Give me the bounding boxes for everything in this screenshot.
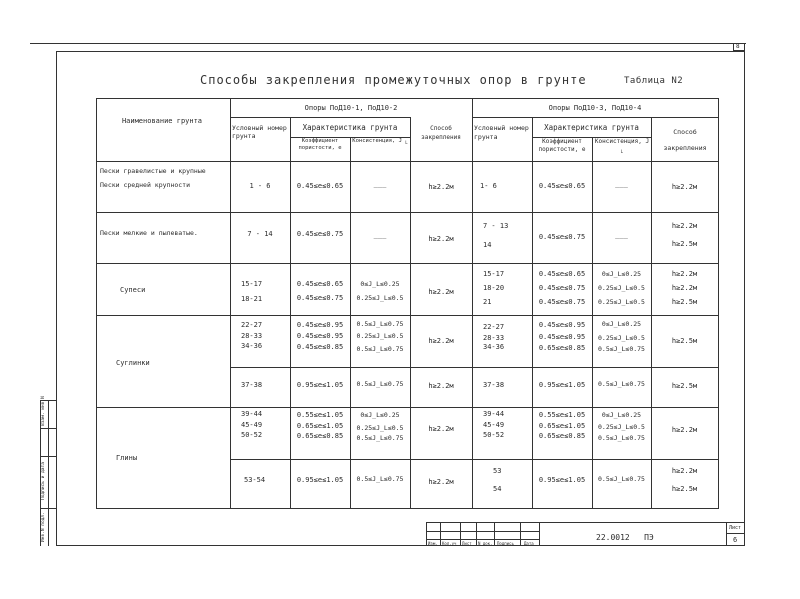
header-cond-no-2: Условный номер грунта (474, 124, 529, 141)
table-cell: 0.25≤J_L≤0.5 (598, 298, 645, 306)
table-cell: h≥2.5м (671, 485, 698, 493)
header-consistency-1: Консистенция, J $_L$ (352, 138, 408, 146)
table-cell: 0.45≤е≤0.75 (538, 284, 586, 292)
table-cell: 0.45≤е≤0.85 (296, 343, 344, 351)
table-cell: 50-52 (241, 431, 263, 439)
table-cell: 18-20 (483, 284, 505, 292)
table-cell: h≥2.5м (671, 337, 698, 345)
header-soil-char-1: Характеристика грунта (302, 123, 398, 132)
table-cell: 53-54 (244, 476, 266, 484)
table-cell: 0.5≤J_L≤0.75 (356, 475, 404, 483)
table-cell: 39-44 (241, 410, 263, 418)
table-cell: 18-21 (241, 295, 263, 303)
table-cell: h≥2.2м (671, 183, 698, 191)
table-cell: h≥2.2м (671, 467, 698, 475)
side-label-signature: Подпись и дата (41, 462, 46, 500)
table-cell: 0.95≤е≤1.05 (538, 381, 586, 389)
table-cell: h≥2.5м (671, 240, 698, 248)
table-cell: 0.25≤J_L≤0.5 (598, 334, 645, 342)
soil-name-clay: Глины (116, 454, 138, 462)
table-cell: 37-38 (483, 381, 505, 389)
table-cell: 54 (493, 485, 502, 493)
table-cell: h≥2.5м (671, 382, 698, 390)
table-cell: 0.25≤J_L≤0.5 (356, 294, 404, 302)
table-cell: 7 - 14 (247, 230, 273, 238)
table-cell: ___ (373, 180, 387, 188)
table-cell: ___ (615, 231, 628, 239)
table-cell: 0.45≤е≤0.95 (538, 321, 586, 329)
stamp-col-date: Дата (524, 541, 534, 546)
table-cell: h≥2.2м (671, 222, 698, 230)
table-cell: 15-17 (241, 280, 263, 288)
table-cell: 0.5≤J_L≤0.75 (598, 434, 645, 442)
table-cell: h≥2.2м (428, 183, 454, 191)
table-cell: 1 - 6 (249, 182, 271, 190)
table-cell: 0.25≤J_L≤0.5 (598, 423, 645, 431)
table-cell: h≥2.2м (671, 270, 698, 278)
table-cell: ___ (615, 180, 628, 188)
table-cell: 0.95≤е≤1.05 (296, 476, 344, 484)
table-cell: 0.5≤J_L≤0.75 (598, 380, 645, 388)
table-cell: 45-49 (483, 421, 505, 429)
table-cell: ___ (373, 231, 387, 239)
table-cell: 0≤J_L≤0.25 (360, 280, 400, 288)
table-cell: 0.65≤е≤0.85 (538, 432, 586, 440)
table-cell: 0.25≤J_L≤0.5 (598, 284, 645, 292)
table-cell: 28-33 (241, 332, 263, 340)
table-cell: 0.65≤е≤0.85 (296, 432, 344, 440)
header-consistency-2: Консистенция, J $_L$ (594, 138, 650, 155)
table-cell: 0.45≤е≤0.95 (538, 333, 586, 341)
table-cell: 0.45≤е≤0.75 (296, 230, 344, 238)
table-cell: 0.25≤J_L≤0.5 (356, 332, 404, 340)
table-cell: 0.25≤J_L≤0.5 (356, 424, 404, 432)
table-cell: 1- 6 (480, 182, 497, 190)
side-label-inventory: Инв.N подл. (41, 512, 46, 542)
table-cell: 0.45≤е≤0.65 (296, 182, 344, 190)
soil-name-fine-sand: Пески мелкие и пылеватые. (100, 229, 198, 237)
stamp-col-doc: N док. (478, 541, 493, 546)
table-cell: 0.55≤е≤1.05 (538, 411, 586, 419)
table-cell: 0.45≤е≤0.65 (538, 270, 586, 278)
soil-name-gravel: Пески гравелистые и крупные (100, 167, 206, 175)
stamp-col-change: Изм. (428, 541, 438, 546)
table-cell: 22-27 (483, 323, 505, 331)
table-cell: 0.45≤е≤0.75 (538, 233, 586, 241)
table-cell: 28-33 (483, 334, 505, 342)
table-cell: 0.45≤е≤0.75 (538, 298, 586, 306)
table-cell: h≥2.2м (671, 284, 698, 292)
table-cell: 0.5≤J_L≤0.75 (356, 434, 404, 442)
table-cell: 50-52 (483, 431, 505, 439)
table-cell: 0.45≤е≤0.65 (538, 182, 586, 190)
table-cell: 0.5≤J_L≤0.75 (598, 345, 645, 353)
soil-name-medium-sand: Пески средней крупности (100, 181, 191, 189)
table-cell: 0.5≤J_L≤0.75 (356, 320, 404, 328)
table-cell: h≥2.2м (428, 337, 454, 345)
table-cell: 34-36 (483, 343, 505, 351)
table-cell: 37-38 (241, 381, 263, 389)
table-cell: 0.55≤е≤1.05 (296, 411, 344, 419)
table-cell: h≥2.2м (671, 426, 698, 434)
table-cell: h≥2.2м (428, 478, 454, 486)
table-cell: 0≤J_L≤0.25 (601, 411, 642, 419)
table-cell: 0.65≤е≤0.85 (538, 344, 586, 352)
header-porosity-2: Коэффициент пористости, е (538, 138, 586, 153)
sheet-label: Лист (729, 525, 742, 531)
table-cell: 15-17 (483, 270, 505, 278)
header-group-2: Опоры ПоД10-3, ПоД10-4 (548, 104, 642, 112)
table-cell: h≥2.2м (428, 382, 454, 390)
page-title: Способы закрепления промежуточных опор в грунте (200, 73, 587, 87)
table-cell: 0≤J_L≤0.25 (360, 411, 400, 419)
table-cell: 0.5≤J_L≤0.75 (356, 380, 404, 388)
header-porosity-1: Коэффициент пористости, е (298, 138, 342, 151)
table-cell: 21 (483, 298, 492, 306)
table-label: Таблица N2 (624, 76, 684, 86)
table-cell: 0.5≤J_L≤0.75 (356, 345, 404, 353)
sheet-number: 6 (733, 536, 738, 544)
soil-name-loam: Суглинки (116, 359, 150, 367)
header-group-1: Опоры ПоД10-1, ПоД10-2 (304, 104, 398, 112)
header-soil-char-2: Характеристика грунта (544, 123, 639, 132)
header-method-1: Способ закрепления (421, 125, 461, 141)
table-cell: h≥2.2м (428, 288, 454, 296)
table-cell: 45-49 (241, 421, 263, 429)
table-cell: 7 - 13 (483, 222, 509, 230)
top-border (30, 43, 746, 44)
stamp-col-count: Кол.уч (442, 541, 457, 546)
table-cell: h≥2.2м (428, 235, 454, 243)
soil-name-sandy-loam: Супеси (120, 286, 146, 294)
table-cell: h≥2.5м (671, 298, 698, 306)
table-cell: 0.5≤J_L≤0.75 (598, 475, 645, 483)
document-code: 22.0012 ПЭ (596, 533, 654, 542)
table-cell: 0.95≤е≤1.05 (296, 381, 344, 389)
table-cell: 0.65≤е≤1.05 (296, 422, 344, 430)
sheet-corner-number: 8 (736, 43, 740, 50)
stamp-col-signature: Подпись (497, 541, 514, 546)
table-cell: 0.45≤е≤0.95 (296, 321, 344, 329)
table-cell: 0≤J_L≤0.25 (601, 270, 642, 278)
header-cond-no-1: Условный номер грунта (232, 124, 287, 140)
table-cell: 34-36 (241, 342, 263, 350)
table-cell: 0.45≤е≤0.65 (296, 280, 344, 288)
table-cell: 39-44 (483, 410, 505, 418)
side-label-replaces: Взам. инв.N (41, 396, 46, 426)
table-cell: 14 (483, 241, 492, 249)
table-cell: 53 (493, 467, 502, 475)
table-cell: h≥2.2м (428, 425, 454, 433)
stamp-col-sheet: Лист (462, 541, 472, 546)
header-soil-name: Наименование грунта (121, 117, 203, 125)
table-cell: 0.45≤е≤0.75 (296, 294, 344, 302)
table-cell: 0.65≤е≤1.05 (538, 422, 586, 430)
table-cell: 0.45≤е≤0.95 (296, 332, 344, 340)
table-cell: 22-27 (241, 321, 263, 329)
table-cell: 0.95≤е≤1.05 (538, 476, 586, 484)
table-cell: 0≤J_L≤0.25 (601, 320, 642, 328)
header-method-2: Способ закрепления (663, 128, 707, 152)
